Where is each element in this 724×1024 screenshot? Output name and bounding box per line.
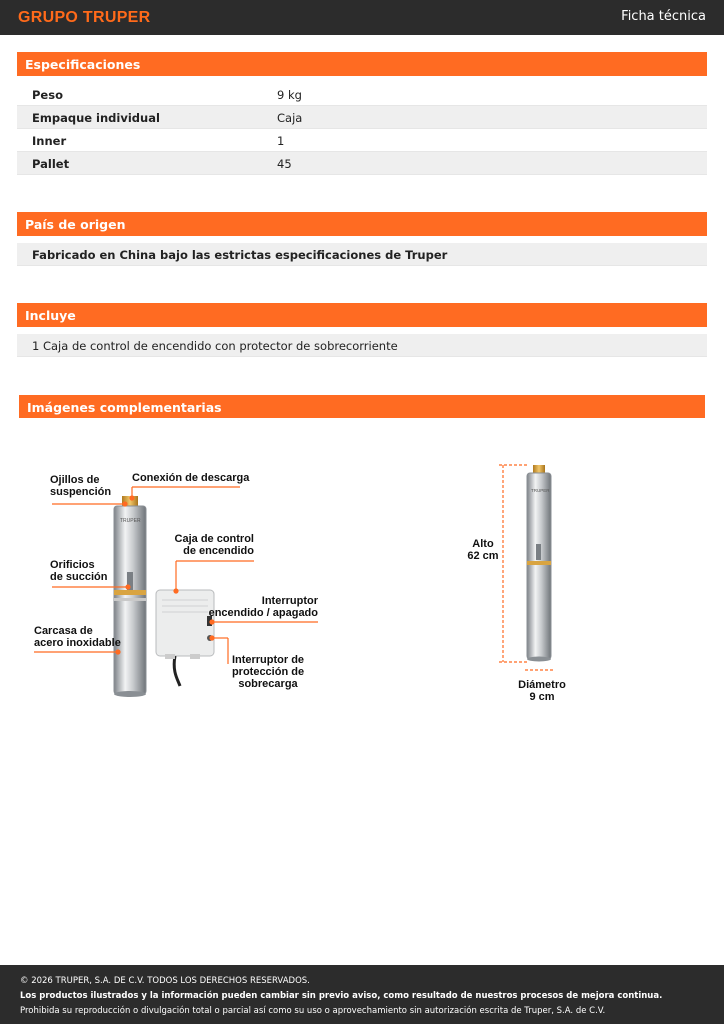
callout-orificios: Orificios de succión — [50, 559, 108, 583]
callout-conexion: Conexión de descarga — [132, 472, 250, 484]
specs-header: Especificaciones — [17, 52, 707, 76]
spec-row-weight — [17, 83, 707, 106]
includes-row — [17, 334, 707, 357]
callout-carcasa: Carcasa de acero inoxidable — [34, 625, 121, 649]
includes-header: Incluye — [17, 303, 707, 327]
origin-header: País de origen — [17, 212, 707, 236]
spec-label: Pallet — [32, 157, 70, 171]
top-bar — [0, 0, 724, 35]
spec-row-inner — [17, 129, 707, 152]
spec-label: Empaque individual — [32, 111, 160, 125]
spec-value: Caja — [277, 111, 303, 125]
footer — [0, 965, 724, 1024]
spec-value: 1 — [277, 134, 285, 148]
callout-caja: Caja de control de encendido — [174, 533, 254, 557]
product-figure — [0, 440, 724, 720]
spec-label: Peso — [32, 88, 63, 102]
spec-value: 9 kg — [277, 88, 302, 102]
footer-copyright: © 2026 TRUPER, S.A. DE C.V. TODOS LOS DERECHOS RESERVADOS. — [20, 976, 310, 986]
pump-brand-text: TRUPER — [531, 488, 550, 493]
callout-ojillos: Ojillos de suspención — [50, 474, 112, 498]
callout-interruptor: Interruptor encendido / apagado — [208, 595, 318, 619]
pump-brand-text: TRUPER — [120, 518, 141, 524]
footer-notice: Los productos ilustrados y la información pueden cambiar sin previo aviso, como resultado de nuestros procesos de mejora continua. — [20, 991, 663, 1001]
callout-diametro: Diámetro 9 cm — [518, 679, 566, 703]
spec-row-pallet — [17, 152, 707, 175]
origin-text: Fabricado en China bajo las estrictas especificaciones de Truper — [32, 248, 448, 262]
pump-left — [114, 496, 146, 697]
images-header: Imágenes complementarias — [19, 395, 705, 418]
brand-logo: GRUPO TRUPER — [18, 9, 151, 26]
callout-sobrecarga: Interruptor de protección de sobrecarga — [231, 654, 305, 690]
callout-alto: Alto 62 cm — [467, 538, 499, 562]
document-type: Ficha técnica — [621, 9, 706, 24]
pump-right — [527, 465, 551, 662]
spec-value: 45 — [277, 157, 292, 171]
spec-label: Inner — [32, 134, 67, 148]
includes-text: 1 Caja de control de encendido con protector de sobrecorriente — [32, 339, 398, 353]
spec-row-packaging — [17, 106, 707, 129]
footer-legal: Prohibida su reproducción o divulgación total o parcial así como su uso o aprovechamiento sin autorización escrita de Truper, S.A. de C.V. — [20, 1006, 606, 1016]
origin-row — [17, 243, 707, 266]
